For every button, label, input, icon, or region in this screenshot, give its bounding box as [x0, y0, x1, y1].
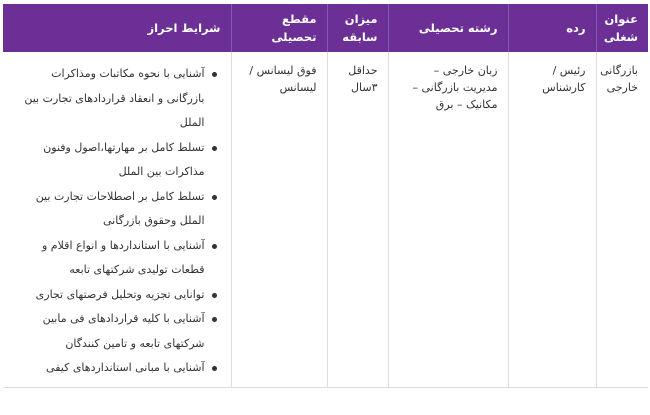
header-row: [3, 4, 648, 52]
header-field: رشته تحصیلی: [388, 4, 508, 52]
list-item: آشنایی با نحوه مکاتبات ومذاکرات بازرگانی و انعقاد قراردادهای تجارت بین الملل: [11, 62, 205, 136]
header-requirements: شرایط احراز: [3, 4, 231, 52]
cell-requirements: [3, 52, 231, 387]
page: [0, 4, 650, 415]
cell-rank: رئیس / کارشناس: [508, 52, 596, 387]
requirements-list: [11, 62, 221, 381]
table-row: [3, 52, 648, 387]
header-experience: میزان سابقه: [327, 4, 388, 52]
cell-degree: فوق لیسانس / لیسانس: [231, 52, 327, 387]
list-item: تسلط کامل بر مهارتها،اصول وفنون مذاکرات بین الملل: [11, 136, 205, 185]
header-rank: رده: [508, 4, 596, 52]
list-item: آشنایی با مبانی استانداردهای کیفی: [11, 356, 205, 381]
cell-job-title: بازرگانی خارجی: [596, 52, 648, 387]
header-job-title: عنوان شغلی: [596, 4, 648, 52]
job-requirements-table: [3, 4, 648, 388]
cell-field: زبان خارجی – مدیریت بازرگانی – مکانیک – برق: [388, 52, 508, 387]
cell-experience: حداقل ۳سال: [327, 52, 388, 387]
header-degree: مقطع تحصیلی: [231, 4, 327, 52]
list-item: آشنایی با کلیه قراردادهای فی مابین شرکتهای تابعه و تامین کنندگان: [11, 307, 205, 356]
list-item: توانایی تجزیه وتحلیل فرصتهای تجاری: [11, 283, 205, 308]
list-item: تسلط کامل بر اصطلاحات تجارت بین الملل وحقوق بازرگانی: [11, 185, 205, 234]
list-item: آشنایی با استانداردها و انواع اقلام و قطعات تولیدی شرکتهای تابعه: [11, 234, 205, 283]
